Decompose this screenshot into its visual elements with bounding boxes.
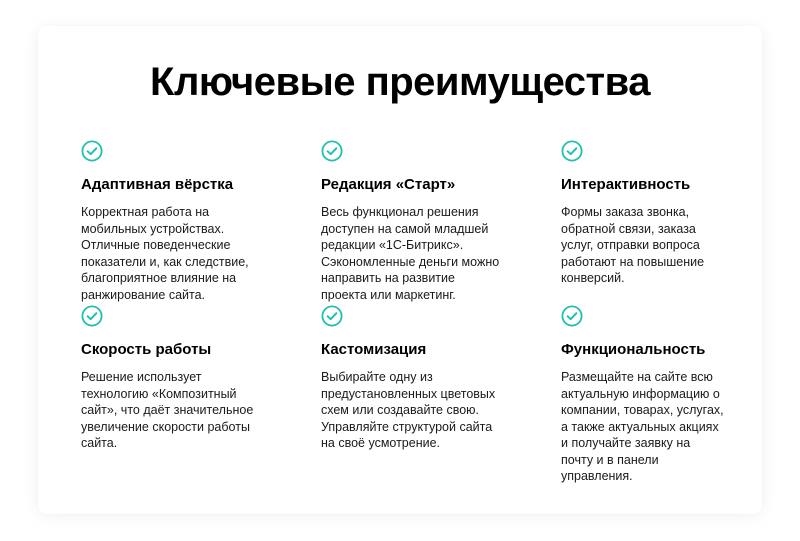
check-circle-icon <box>561 140 583 162</box>
feature-title: Интерактивность <box>561 176 691 193</box>
feature-description: Решение использует технологию «Композитный сайт», что даёт значительное увеличение скорости работы сайта. <box>81 370 254 450</box>
feature-speed <box>81 305 261 452</box>
feature-description: Выбирайте одну из предустановленных цветовых схем или создавайте свою. Управляйте структурой сайта на своё усмотрение. <box>321 370 496 450</box>
check-circle-icon <box>81 305 103 327</box>
feature-start-edition <box>321 140 501 303</box>
feature-title: Кастомизация <box>321 341 427 358</box>
feature-description: Формы заказа звонка, обратной связи, заказа услуг, отправки вопроса работают на повышение конверсий. <box>561 205 705 285</box>
check-circle-icon <box>321 140 343 162</box>
feature-title: Скорость работы <box>81 341 212 358</box>
feature-description: Корректная работа на мобильных устройствах. Отличные поведенческие показатели и, как следствие, благоприятное влияние на ранжирование сайта. <box>81 205 249 302</box>
feature-adaptive-layout <box>81 140 261 303</box>
feature-customization <box>321 305 501 452</box>
feature-description: Весь функционал решения доступен на самой младшей редакции «1С-Битрикс». Сэкономленные деньги можно направить на развитие проекта или маркетинг. <box>321 205 500 302</box>
feature-title: Адаптивная вёрстка <box>81 176 234 193</box>
check-circle-icon <box>561 305 583 327</box>
page-title: Ключевые преимущества <box>150 60 650 104</box>
check-circle-icon <box>81 140 103 162</box>
feature-functionality <box>561 305 741 485</box>
feature-interactivity <box>561 140 741 287</box>
check-circle-icon <box>321 305 343 327</box>
feature-title: Функциональность <box>561 341 706 358</box>
feature-title: Редакция «Старт» <box>321 176 456 193</box>
feature-description: Размещайте на сайте всю актуальную информацию о компании, товарах, услугах, а также актуальных акциях и получайте заявку на почту и в панели управления. <box>561 370 724 483</box>
